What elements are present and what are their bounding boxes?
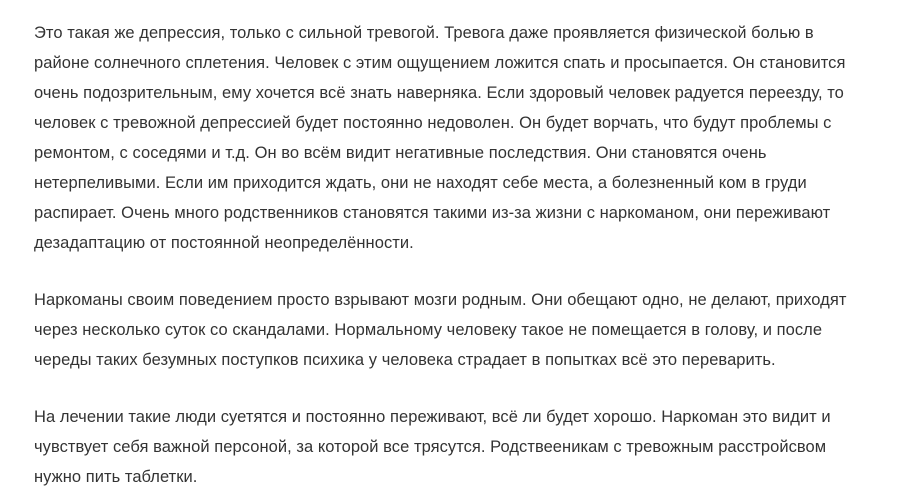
paragraph-3: На лечении такие люди суетятся и постоянно переживают, всё ли будет хорошо. Наркоман это видит и чувствует себя важной персоной, за которой все трясутся. Родствееникам с тревожным расстройсвом нужно пить таблетки. <box>34 408 831 486</box>
paragraph-1: Это такая же депрессия, только с сильной тревогой. Тревога даже проявляется физической болью в районе солнечного сплетения. Человек с этим ощущением ложится спать и просыпается. Он становится очень подозрительным, ему хочется всё знать наверняка. Если здоровый человек радуется переезду, то человек с тревожной депрессией будет постоянно недоволен. Он будет ворчать, что будут проблемы с ремонтом, с соседями и т.д. Он во всём видит негативные последствия. Они становятся очень нетерпеливыми. Если им приходится ждать, они не находят себе места, а болезненный ком в груди распирает. Очень много родственников становятся такими из-за жизни с наркоманом, они переживают дезадаптацию от постоянной неопределённости. <box>34 24 846 252</box>
paragraph-2: Наркоманы своим поведением просто взрывают мозги родным. Они обещают одно, не делают, приходят через несколько суток со скандалами. Нормальному человеку такое не помещается в голову, и после череды таких безумных поступков психика у человека страдает в попытках всё это переварить. <box>34 291 847 369</box>
